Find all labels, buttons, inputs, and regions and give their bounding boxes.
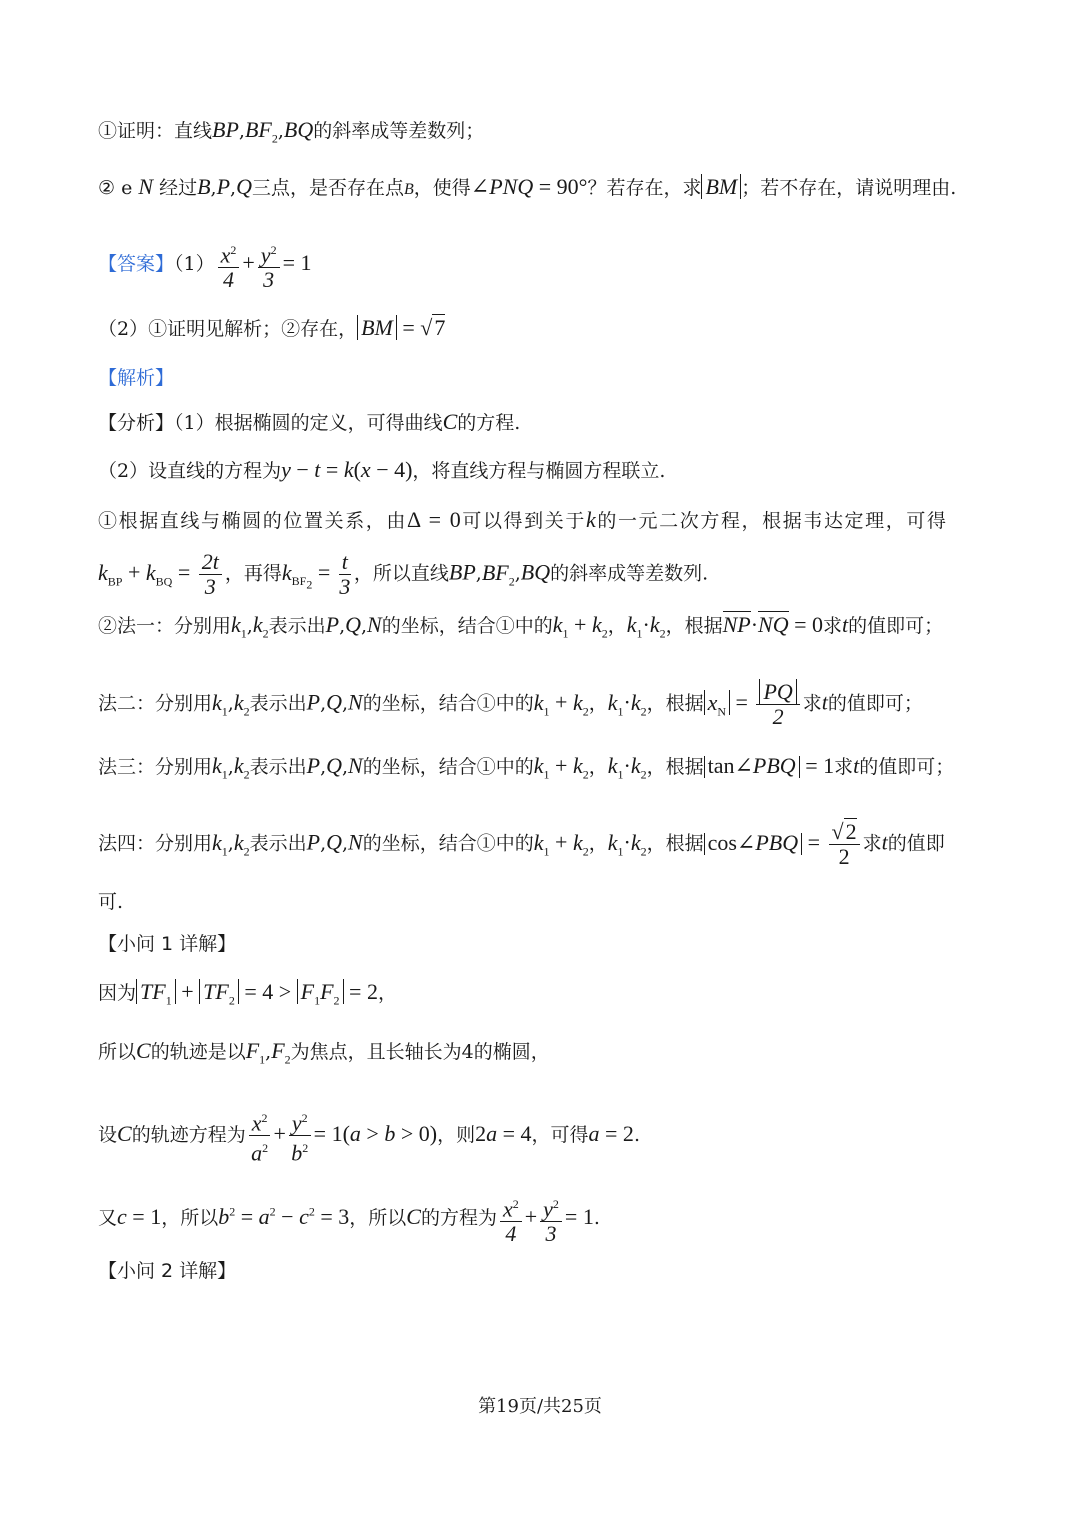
sub-question-2-heading: 【小问 2 详解】 (98, 1260, 237, 1282)
method-4-end: 可. (98, 891, 124, 913)
line-1: ①证明：直线$BP,BF_2,BQ$的斜率成等差数列； (98, 117, 485, 146)
method-1: ②法一：分别用$k_1,k_2$表示出P,Q,N的坐标，结合①中的$k_1 + k_2$，$k_1\cdot k_2$，根据NP·NQ = 0求t的值即可； (98, 612, 944, 641)
analysis-1: 【分析】（1）根据椭圆的定义，可得曲线C的方程. (98, 409, 521, 434)
analysis-2: （2）设直线的方程为y − t = k(x − 4)，将直线方程与椭圆方程联立. (98, 457, 666, 482)
solution-4: 又c = 1，所以$b^2 = a^2 - c^2 = 3$，所以C的方程为 $\frac{x^2}{4}$ + $\frac{y^2}{3}$ = 1. (98, 1192, 600, 1246)
analysis-head: 【分析】 (98, 412, 175, 434)
analysis-tag: 【解析】 (98, 367, 175, 389)
analysis-4: $k_{BP} + k_{BQ}$ = $\frac{2t}{3}$ ，再得$k_{BF_2}$ = $\frac{t}{3}$ ，所以直线$BP,BF_2,BQ$的斜率成等差数列. (98, 549, 709, 599)
sub-question-1-heading: 【小问 1 详解】 (98, 933, 237, 955)
method-4: 法四：分别用$k_1,k_2$表示出P,Q,N的坐标，结合①中的$k_1 + k_2$，$k_1\cdot k_2$，根据 cos∠PBQ = $\frac{√2}{2}$ 求t的值即 (98, 819, 945, 869)
answer-part2: （2）①证明见解析；②存在， BM = √7 (98, 315, 446, 340)
page-number-footer: 第19页/共25页 (478, 1396, 602, 1417)
line-2: ② e N 经过B,P,Q三点，是否存在点B，使得∠PNQ = 90°？若存在，求 BM ；若不存在，请说明理由. (98, 174, 957, 199)
analysis-3: ①根据直线与椭圆的位置关系，由Δ = 0可以得到关于k的一元二次方程，根据韦达定理，可得 (98, 507, 948, 532)
solution-2: 所以C的轨迹是以$F_1,F_2$为焦点，且长轴长为4的椭圆， (98, 1038, 550, 1067)
answer-line: 【答案】（1） $\frac{x^2}{4}$ + $\frac{y^2}{3}$ = 1 (98, 238, 311, 292)
method-2: 法二：分别用$k_1,k_2$表示出P,Q,N的坐标，结合①中的$k_1 + k_2$，$k_1\cdot k_2$，根据 $x_N$ = $\frac{PQ}{2}$ 求t的值即可； (98, 679, 923, 729)
solution-1: 因为 $TF_1 + TF_2 = 4 > F_1F_2 = 2$， (98, 979, 397, 1008)
answer-tag: 【答案】 (98, 253, 175, 276)
solution-3: 设C的轨迹方程为 $\frac{x^2}{a^2}$ + $\frac{y^2}{b^2}$ = 1(a > b > 0)，则2a = 4，可得a = 2. (98, 1106, 640, 1166)
method-3: 法三：分别用$k_1,k_2$表示出P,Q,N的坐标，结合①中的$k_1 + k_2$，$k_1\cdot k_2$，根据 tan∠PBQ = 1求t的值即可； (98, 753, 955, 782)
